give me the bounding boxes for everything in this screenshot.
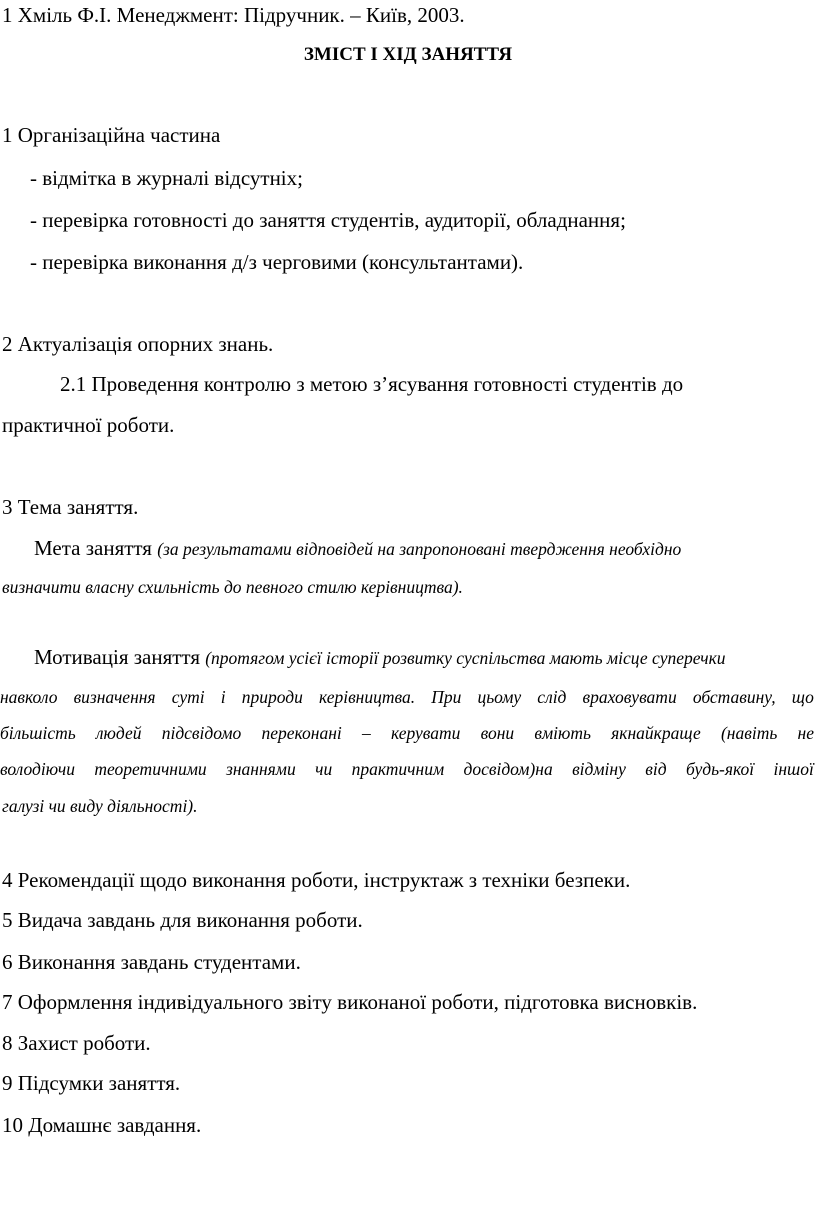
section-3-heading: 3 Тема заняття. <box>2 495 139 519</box>
section-1-item: - перевірка виконання д/з черговими (консультантами). <box>30 250 524 274</box>
step-item: 6 Виконання завдань студентами. <box>2 950 301 974</box>
motivation-text: навколо визначення суті і природи керівництва. При цьому слід враховувати обставину, що <box>0 687 814 707</box>
section-2-sub-line: практичної роботи. <box>2 413 175 437</box>
step-item: 10 Домашнє завдання. <box>2 1113 202 1137</box>
motivation-text: (протягом усієї історії розвитку суспільства мають місце суперечки <box>205 648 726 668</box>
section-1-heading: 1 Організаційна частина <box>2 123 221 147</box>
step-item: 9 Підсумки заняття. <box>2 1071 181 1095</box>
goal-text: (за результатами відповідей на запропоновані твердження необхідно <box>157 539 682 559</box>
step-item: 4 Рекомендації щодо виконання роботи, інструктаж з техніки безпеки. <box>2 868 631 892</box>
motivation-text: більшість людей підсвідомо переконані – керувати вони вміють якнайкраще (навіть не <box>0 723 814 743</box>
motivation-label: Мотивація заняття <box>34 645 200 669</box>
step-item: 7 Оформлення індивідуального звіту виконаної роботи, підготовка висновків. <box>2 990 698 1014</box>
step-item: 5 Видача завдань для виконання роботи. <box>2 908 363 932</box>
goal-label: Мета заняття <box>34 536 152 560</box>
motivation-text: галузі чи виду діяльності). <box>2 796 198 816</box>
section-2-heading: 2 Актуалізація опорних знань. <box>2 332 274 356</box>
goal-paragraph <box>34 536 681 561</box>
motivation-paragraph <box>34 645 726 670</box>
step-item: 8 Захист роботи. <box>2 1031 151 1055</box>
motivation-text: володіючи теоретичними знаннями чи практичним досвідом)на відміну від будь-якої іншої <box>0 759 814 779</box>
section-1-item: - перевірка готовності до заняття студентів, аудиторії, обладнання; <box>30 208 626 232</box>
section-1-item: - відмітка в журналі відсутніх; <box>30 166 303 190</box>
reference-line: 1 Хміль Ф.І. Менеджмент: Підручник. – Київ, 2003. <box>2 3 465 27</box>
section-2-sub-line: 2.1 Проведення контролю з метою з’ясування готовності студентів до <box>60 372 684 396</box>
page-title: ЗМІСТ І ХІД ЗАНЯТТЯ <box>303 44 513 65</box>
goal-text: визначити власну схильність до певного стилю керівництва). <box>2 577 463 597</box>
